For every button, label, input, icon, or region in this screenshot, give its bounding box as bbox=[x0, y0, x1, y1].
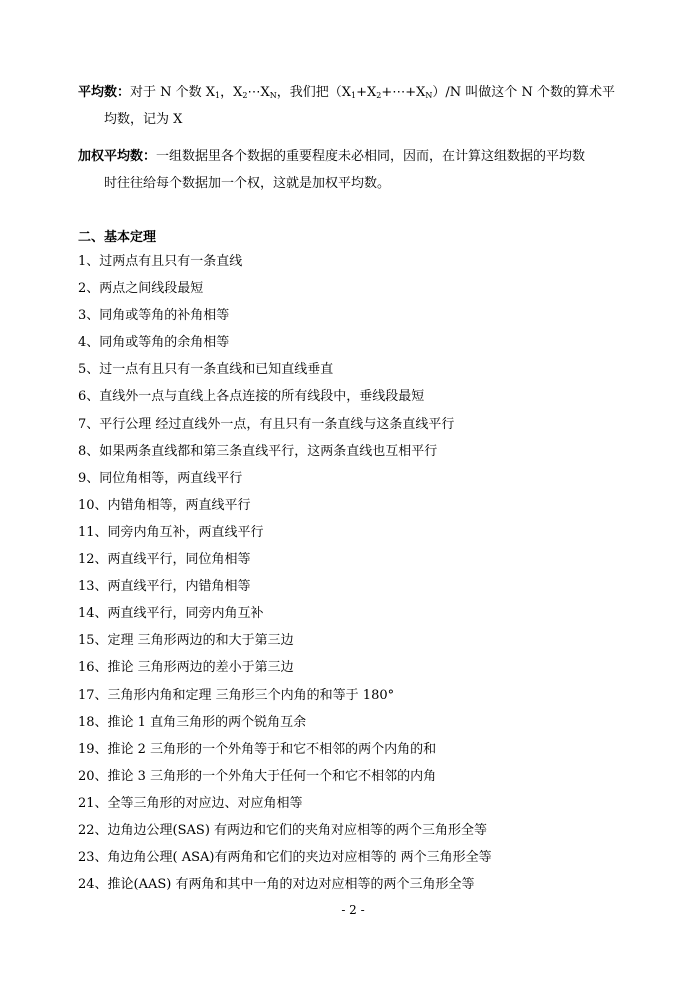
weighted-mean-text: 一组数据里各个数据的重要程度未必相同，因而，在计算这组数据的平均数 bbox=[156, 149, 586, 164]
theorem-item: 22、边角边公理(SAS) 有两边和它们的夹角对应相等的两个三角形全等 bbox=[78, 822, 488, 838]
theorem-item: 10、内错角相等，两直线平行 bbox=[78, 497, 251, 513]
weighted-mean-definition bbox=[78, 143, 633, 197]
theorem-item: 24、推论(AAS) 有两角和其中一角的对边对应相等的两个三角形全等 bbox=[78, 877, 475, 893]
mean-term: 平均数： bbox=[78, 85, 131, 100]
theorem-item: 13、两直线平行，内错角相等 bbox=[78, 579, 251, 595]
theorem-item: 11、同旁内角互补，两直线平行 bbox=[78, 524, 264, 540]
theorem-item: 8、如果两条直线都和第三条直线平行，这两条直线也互相平行 bbox=[78, 443, 438, 459]
theorem-item: 20、推论 3 三角形的一个外角大于任何一个和它不相邻的内角 bbox=[78, 768, 437, 784]
theorem-item: 1、过两点有且只有一条直线 bbox=[78, 254, 243, 269]
weighted-mean-term: 加权平均数： bbox=[78, 149, 157, 164]
theorem-item: 12、两直线平行，同位角相等 bbox=[78, 552, 251, 568]
mean-definition bbox=[78, 79, 633, 133]
theorem-item: 19、推论 2 三角形的一个外角等于和它不相邻的两个内角的和 bbox=[78, 741, 437, 757]
theorem-item: 4、同角或等角的余角相等 bbox=[78, 335, 230, 351]
mean-continuation: 均数，记为 X bbox=[104, 112, 183, 127]
theorem-item: 7、平行公理 经过直线外一点，有且只有一条直线与这条直线平行 bbox=[78, 416, 455, 432]
theorem-item: 17、三角形内角和定理 三角形三个内角的和等于 180° bbox=[78, 687, 395, 703]
page-number: - 2 - bbox=[341, 903, 365, 917]
theorem-item: 16、推论 三角形两边的差小于第三边 bbox=[78, 660, 294, 676]
mean-text: 对于 N 个数 $X_1$，$X_2\cdots X_N$，我们把$(X_1+X_2+\cdots+X_N)/N$ 叫做这个 N 个数的算术平 bbox=[130, 85, 615, 100]
theorem-list bbox=[78, 252, 492, 902]
theorem-item: 18、推论 1 直角三角形的两个锐角互余 bbox=[78, 714, 307, 730]
weighted-mean-continuation: 时往往给每个数据加一个权，这就是加权平均数。 bbox=[104, 176, 391, 191]
theorem-item: 3、同角或等角的补角相等 bbox=[78, 308, 230, 324]
theorem-item: 5、过一点有且只有一条直线和已知直线垂直 bbox=[78, 362, 334, 378]
theorem-item: 23、角边角公理( ASA)有两角和它们的夹边对应相等的 两个三角形全等 bbox=[78, 850, 492, 866]
theorem-item: 15、定理 三角形两边的和大于第三边 bbox=[78, 633, 294, 649]
theorem-item: 6、直线外一点与直线上各点连接的所有线段中，垂线段最短 bbox=[78, 389, 425, 405]
theorem-item: 14、两直线平行，同旁内角互补 bbox=[78, 606, 264, 622]
theorem-item: 2、两点之间线段最短 bbox=[78, 281, 204, 297]
theorem-item: 9、同位角相等，两直线平行 bbox=[78, 470, 243, 486]
section-title: 二、基本定理 bbox=[78, 230, 157, 245]
theorem-item: 21、全等三角形的对应边、对应角相等 bbox=[78, 795, 303, 811]
